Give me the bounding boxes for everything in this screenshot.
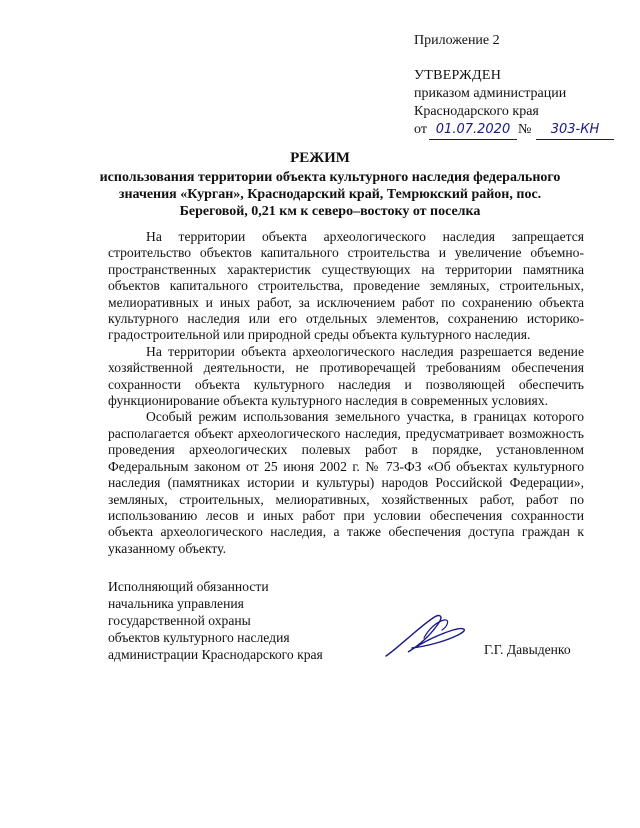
order-number: 303-КН [536,121,614,140]
approved-by-line-1: приказом администрации [414,86,567,101]
signatory-position [108,578,358,663]
order-reference [414,121,624,141]
order-date: 01.07.2020 [429,121,517,140]
paragraph: На территории объекта археологического наследия запрещается строительство объектов капитального строительства и увеличение объемно-пространственных характеристик существующих на территории памятника объектов капитального строительства, проведение земляных, строительных, мелиоративных и иных работ, за исключением работ по сохранению объекта культурного наследия или его отдельных элементов, сохранению историко-градостроительной или природной среды объекта культурного наследия. [108,229,584,343]
approved-by-line-2: Краснодарского края [414,104,539,119]
position-line: объектов культурного наследия [108,630,290,645]
document-body [108,229,584,557]
paragraph: На территории объекта археологического наследия разрешается ведение хозяйственной деятельности, не противоречащей требованиям обеспечения сохранности объекта культурного наследия и позволяющей обеспечить функционирование объекта культурного наследия в современных условиях. [108,343,584,409]
order-number-label: № [518,122,532,137]
position-line: администрации Краснодарского края [108,647,323,662]
handwritten-signature [378,608,478,663]
position-line: государственной охраны [108,613,251,628]
position-line: Исполняющий обязанности [108,579,269,594]
position-line: начальника управления [108,596,244,611]
document-subtitle: использования территории объекта культурного наследия федерального значения «Курган», Краснодарский край, Темрюкский район, пос. Береговой, 0,21 км к северо–востоку от поселка [99,170,561,219]
approved-title: УТВЕРЖДЕН [414,68,502,83]
paragraph: Особый режим использования земельного участка, в границах которого располагается объект археологического наследия, предусматривает возможность проведения археологических полевых работ в порядке, установленном Федеральным законом от 25 июня 2002 г. № 73-ФЗ «Об объектах культурного наследия (памятниках истории и культуры) народов Российской Федерации», земляных, строительных, мелиоративных, хозяйственных работ, работ по использованию лесов и иных работ при условии обеспечения сохранности объекта археологического наследия, а также обеспечения доступа граждан к указанному объекту. [108,409,584,556]
appendix-label: Приложение 2 [414,33,500,48]
approval-stamp [414,67,624,141]
document-title: РЕЖИМ [290,150,350,166]
signer-name: Г.Г. Давыденко [484,642,571,657]
order-prefix: от [414,122,427,137]
